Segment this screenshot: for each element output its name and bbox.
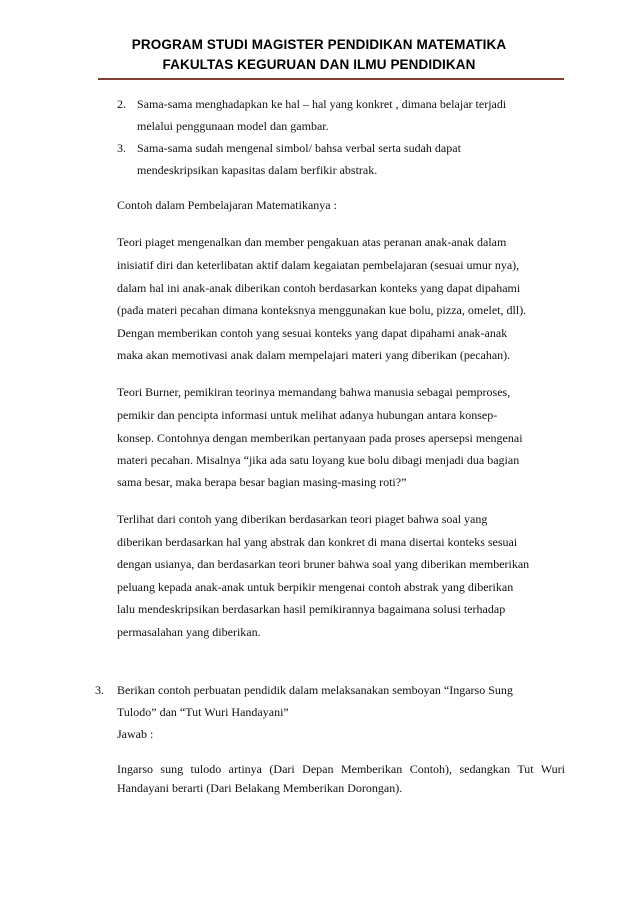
paragraph-line: sama besar, maka berapa besar bagian masing-masing roti?” <box>117 475 407 489</box>
paragraph-line: permasalahan yang diberikan. <box>117 625 261 639</box>
header-faculty-title: FAKULTAS KEGURUAN DAN ILMU PENDIDIKAN <box>162 57 476 72</box>
paragraph-line: diberikan berdasarkan hal yang abstrak dan konkret di mana disertai konteks sesuai <box>117 535 518 549</box>
question-3-line-2: Tulodo” dan “Tut Wuri Handayani” <box>117 705 289 719</box>
jawab-label: Jawab : <box>117 727 154 741</box>
header-divider <box>98 78 564 80</box>
question-3-line-1: Berikan contoh perbuatan pendidik dalam melaksanakan semboyan “Ingarso Sung <box>117 683 513 697</box>
list-item-2-number: 2. <box>117 97 126 111</box>
paragraph-line: konsep. Contohnya dengan memberikan pertanyaan pada proses apersepsi mengenai <box>117 431 523 445</box>
list-item-2-line-2: melalui penggunaan model dan gambar. <box>137 119 329 133</box>
paragraph-line: Teori piaget mengenalkan dan member pengakuan atas peranan anak-anak dalam <box>117 235 507 249</box>
paragraph-line: Dengan memberikan contoh yang sesuai konteks yang dapat dipahami anak-anak <box>117 326 508 340</box>
question-3-number: 3. <box>95 683 104 697</box>
answer-text: Ingarso sung tulodo artinya (Dari Depan Memberikan Contoh), sedangkan Tut Wuri Handayani berarti (Dari Belakang Memberikan Dorongan). <box>117 762 565 795</box>
list-item-3-number: 3. <box>117 141 126 155</box>
header-program-title: PROGRAM STUDI MAGISTER PENDIDIKAN MATEMATIKA <box>131 37 507 52</box>
list-item-3-line-1: Sama-sama sudah mengenal simbol/ bahsa verbal serta sudah dapat <box>137 141 461 155</box>
paragraph-line: (pada materi pecahan dimana konteksnya menggunakan kue bolu, pizza, omelet, dll). <box>117 303 527 317</box>
list-item-3-line-2: mendeskripsikan kapasitas dalam berfikir abstrak. <box>137 163 378 177</box>
paragraph-line: Terlihat dari contoh yang diberikan berdasarkan teori piaget bahwa soal yang <box>117 512 488 526</box>
paragraph-line: Teori Burner, pemikiran teorinya memandang bahwa manusia sebagai pemproses, <box>117 385 511 399</box>
list-item-2-line-1: Sama-sama menghadapkan ke hal – hal yang konkret , dimana belajar terjadi <box>137 97 507 111</box>
paragraph-line: dengan usianya, dan berdasarkan teori bruner bahwa soal yang diberikan memberikan <box>117 557 530 571</box>
paragraph-line: pemikir dan pencipta informasi untuk melihat adanya hubungan antara konsep- <box>117 408 498 422</box>
paragraph-line: lalu mendeskripsikan berdasarkan hasil pemikirannya bagaimana solusi terhadap <box>117 602 506 616</box>
paragraph-line: materi pecahan. Misalnya “jika ada satu loyang kue bolu dibagi menjadi dua bagian <box>117 453 520 467</box>
contoh-heading: Contoh dalam Pembelajaran Matematikanya : <box>117 198 337 212</box>
paragraph-line: inisiatif diri dan keterlibatan aktif dalam kegaiatan pembelajaran (sesuai umur nya), <box>117 258 520 272</box>
paragraph-line: peluang kepada anak-anak untuk berpikir mengenai contoh abstrak yang diberikan <box>117 580 514 594</box>
paragraph-line: dalam hal ini anak-anak diberikan contoh berdasarkan konteks yang dapat dipahami <box>117 281 521 295</box>
paragraph-line: maka akan memotivasi anak dalam mempelajari materi yang diberikan (pecahan). <box>117 348 511 362</box>
